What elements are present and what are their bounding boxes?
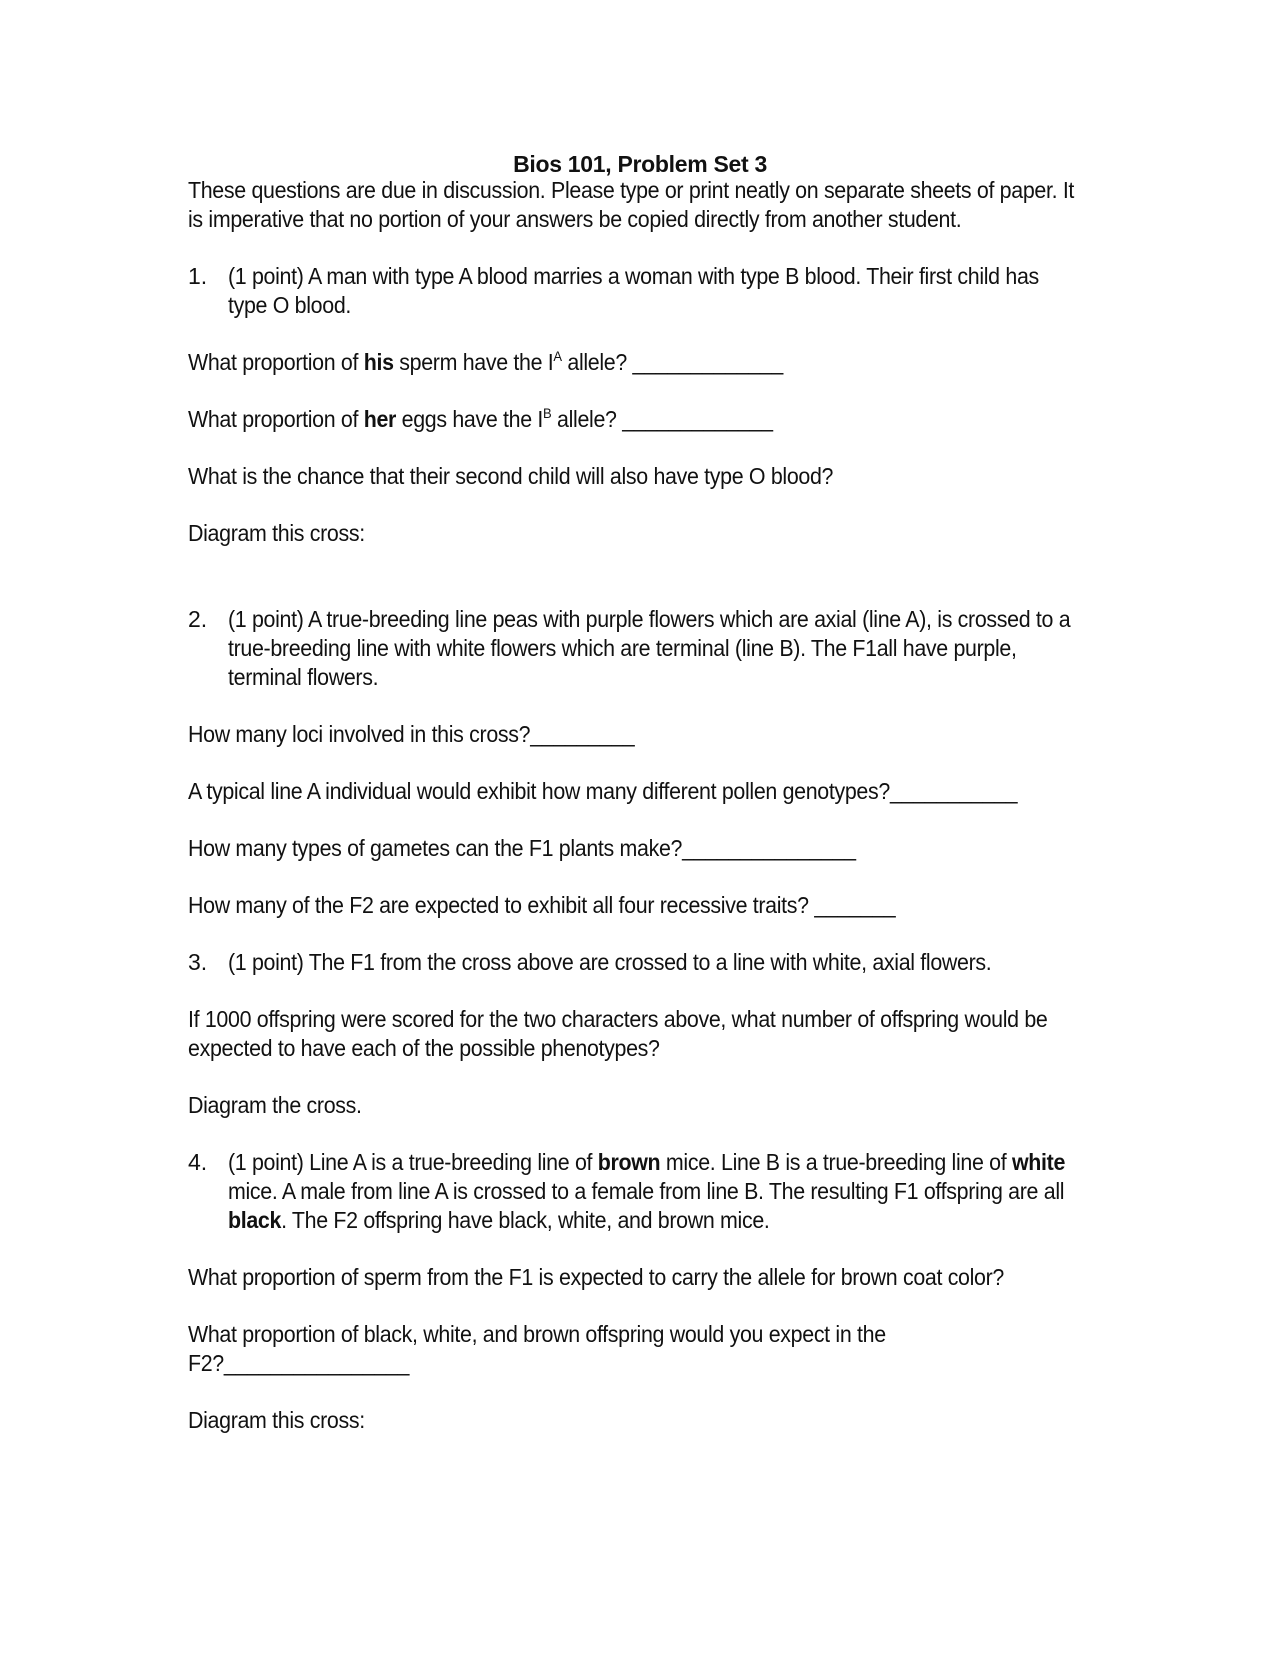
question-2-line-3: terminal flowers. <box>228 664 379 690</box>
question-2-line-1: (1 point) A true-breeding line peas with purple flowers which are axial (line A), is crossed to a <box>228 606 1071 632</box>
question-2-pollen: A typical line A individual would exhibit how many different pollen genotypes?___________ <box>188 778 1018 804</box>
question-4-line-3: black. The F2 offspring have black, white, and brown mice. <box>228 1207 770 1233</box>
question-3-line: (1 point) The F1 from the cross above are crossed to a line with white, axial flowers. <box>228 949 992 975</box>
question-2-loci: How many loci involved in this cross?_________ <box>188 721 635 747</box>
question-4-line-2: mice. A male from line A is crossed to a female from line B. The resulting F1 offspring are all <box>228 1178 1065 1204</box>
question-1-line-1: (1 point) A man with type A blood marries a woman with type B blood. Their first child has <box>228 263 1039 289</box>
question-1-chance: What is the chance that their second child will also have type O blood? <box>188 463 834 489</box>
question-1-eggs: What proportion of her eggs have the $I^B$ allele? _____________ <box>188 405 773 432</box>
question-1-sperm: What proportion of his sperm have the $I^A$ allele? _____________ <box>188 348 783 375</box>
page-title: Bios 101, Problem Set 3 <box>513 151 767 177</box>
question-4-line-1: (1 point) Line A is a true-breeding line of brown mice. Line B is a true-breeding line of white <box>228 1149 1066 1175</box>
question-3-offspring-2: expected to have each of the possible phenotypes? <box>188 1035 660 1061</box>
question-4-diagram: Diagram this cross: <box>188 1407 365 1433</box>
question-2-gametes: How many types of gametes can the F1 plants make?_______________ <box>188 835 856 861</box>
question-3-diagram: Diagram the cross. <box>188 1092 362 1118</box>
question-2-number: 2. <box>188 606 208 632</box>
question-4-proportion-1: What proportion of black, white, and brown offspring would you expect in the <box>188 1321 886 1347</box>
question-4-proportion-2: F2?________________ <box>188 1350 410 1376</box>
question-3-number: 3. <box>188 949 208 975</box>
question-1-number: 1. <box>188 263 208 289</box>
question-2-line-2: true-breeding line with white flowers which are terminal (line B). The F1all have purple, <box>228 635 1017 661</box>
question-3-offspring-1: If 1000 offspring were scored for the two characters above, what number of offspring would be <box>188 1006 1048 1032</box>
question-2-recessive: How many of the F2 are expected to exhibit all four recessive traits? _______ <box>188 892 896 918</box>
question-4-sperm: What proportion of sperm from the F1 is expected to carry the allele for brown coat color? <box>188 1264 1005 1290</box>
intro-line-2: is imperative that no portion of your answers be copied directly from another student. <box>188 206 962 232</box>
question-1-diagram: Diagram this cross: <box>188 520 365 546</box>
question-1-line-2: type O blood. <box>228 292 352 318</box>
intro-line-1: These questions are due in discussion. Please type or print neatly on separate sheets of paper. It <box>188 177 1075 203</box>
question-4-number: 4. <box>188 1149 208 1175</box>
